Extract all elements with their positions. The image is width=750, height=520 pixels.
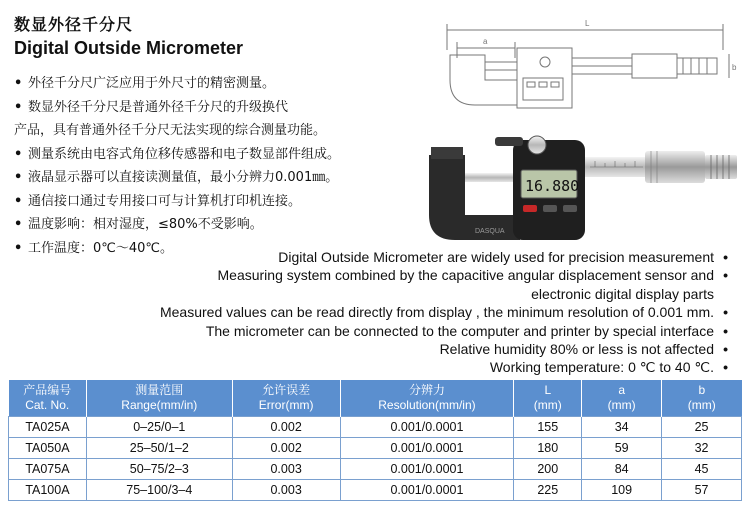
cell-cat-no: TA025A	[9, 417, 87, 438]
cn-bullet-7: • 工作温度：0℃～40℃。	[14, 240, 174, 256]
title-english: Digital Outside Micrometer	[14, 38, 244, 58]
cn-bullet-2-continued: 产品，具有普通外径千分尺无法实现的综合测量功能。	[14, 123, 327, 138]
cell-L: 200	[514, 459, 582, 480]
cell-a: 34	[582, 417, 662, 438]
cell-L: 225	[514, 480, 582, 501]
micrometer-dimension-drawing	[425, 10, 745, 115]
cell-resolution: 0.001/0.0001	[340, 459, 514, 480]
cell-b: 25	[662, 417, 742, 438]
header-range: 测量范围 Range(mm/in)	[86, 380, 232, 417]
lcd-readout: 16.880	[525, 177, 580, 195]
en-bullet-6: Working temperature: 0 ℃ to 40 ℃. •	[489, 359, 728, 376]
cell-resolution: 0.001/0.0001	[340, 480, 514, 501]
cell-cat-no: TA075A	[9, 459, 87, 480]
cell-range: 0–25/0–1	[86, 417, 232, 438]
header-b: b (mm)	[662, 380, 742, 417]
cell-error: 0.002	[232, 417, 340, 438]
title-chinese: 数显外径千分尺	[14, 15, 134, 34]
cn-bullet-6: • 温度影响：相对湿度，≤80%不受影响。	[14, 217, 263, 232]
cell-L: 180	[514, 438, 582, 459]
label-a: a	[483, 37, 488, 46]
cn-bullet-5: • 通信接口通过专用接口可与计算机打印机连接。	[14, 193, 302, 209]
cn-bullet-4: • 液晶显示器可以直接读测量值，最小分辨力0.001㎜。	[14, 170, 339, 185]
header-a: a (mm)	[582, 380, 662, 417]
header-cat-no: 产品编号 Cat. No.	[9, 380, 87, 417]
en-bullet-3: Measured values can be read directly from display , the minimum resolution of 0.001 mm. •	[159, 304, 728, 321]
en-bullet-5: Relative humidity 80% or less is not affected •	[439, 341, 728, 358]
table-row	[9, 417, 742, 438]
table-header-row	[9, 380, 742, 417]
specification-table	[8, 380, 742, 501]
brand-text: DASQUA	[475, 228, 505, 235]
cell-b: 57	[662, 480, 742, 501]
cn-bullet-3: • 测量系统由电容式角位移传感器和电子数显部件组成。	[14, 146, 341, 162]
cn-bullet-2: • 数显外径千分尺是普通外径千分尺的升级换代	[14, 99, 289, 115]
label-b: b	[732, 63, 737, 72]
micrometer-product-photo	[425, 115, 745, 245]
cell-error: 0.003	[232, 480, 340, 501]
header-error: 允许误差 Error(mm)	[232, 380, 340, 417]
cell-L: 155	[514, 417, 582, 438]
cell-error: 0.002	[232, 438, 340, 459]
cn-bullet-1: • 外径千分尺广泛应用于外尺寸的精密测量。	[14, 76, 276, 91]
english-feature-list	[160, 248, 728, 377]
chinese-feature-list	[14, 72, 444, 260]
table-row	[9, 438, 742, 459]
table-row	[9, 459, 742, 480]
table-row	[9, 480, 742, 501]
cell-resolution: 0.001/0.0001	[340, 417, 514, 438]
cell-resolution: 0.001/0.0001	[340, 438, 514, 459]
header-resolution: 分辨力 Resolution(mm/in)	[340, 380, 514, 417]
en-bullet-2: Measuring system combined by the capacitive angular displacement sensor and •	[217, 267, 728, 284]
en-bullet-2-continued: electronic digital display parts	[531, 285, 714, 302]
cell-cat-no: TA100A	[9, 480, 87, 501]
cell-range: 25–50/1–2	[86, 438, 232, 459]
cell-a: 109	[582, 480, 662, 501]
cell-a: 84	[582, 459, 662, 480]
cell-b: 32	[662, 438, 742, 459]
cell-range: 50–75/2–3	[86, 459, 232, 480]
header-L: L (mm)	[514, 380, 582, 417]
cell-a: 59	[582, 438, 662, 459]
cell-cat-no: TA050A	[9, 438, 87, 459]
cell-b: 45	[662, 459, 742, 480]
cell-range: 75–100/3–4	[86, 480, 232, 501]
label-L: L	[585, 19, 590, 28]
en-bullet-1: Digital Outside Micrometer are widely used for precision measurement •	[278, 249, 728, 265]
en-bullet-4: The micrometer can be connected to the computer and printer by special interface •	[205, 322, 728, 339]
cell-error: 0.003	[232, 459, 340, 480]
